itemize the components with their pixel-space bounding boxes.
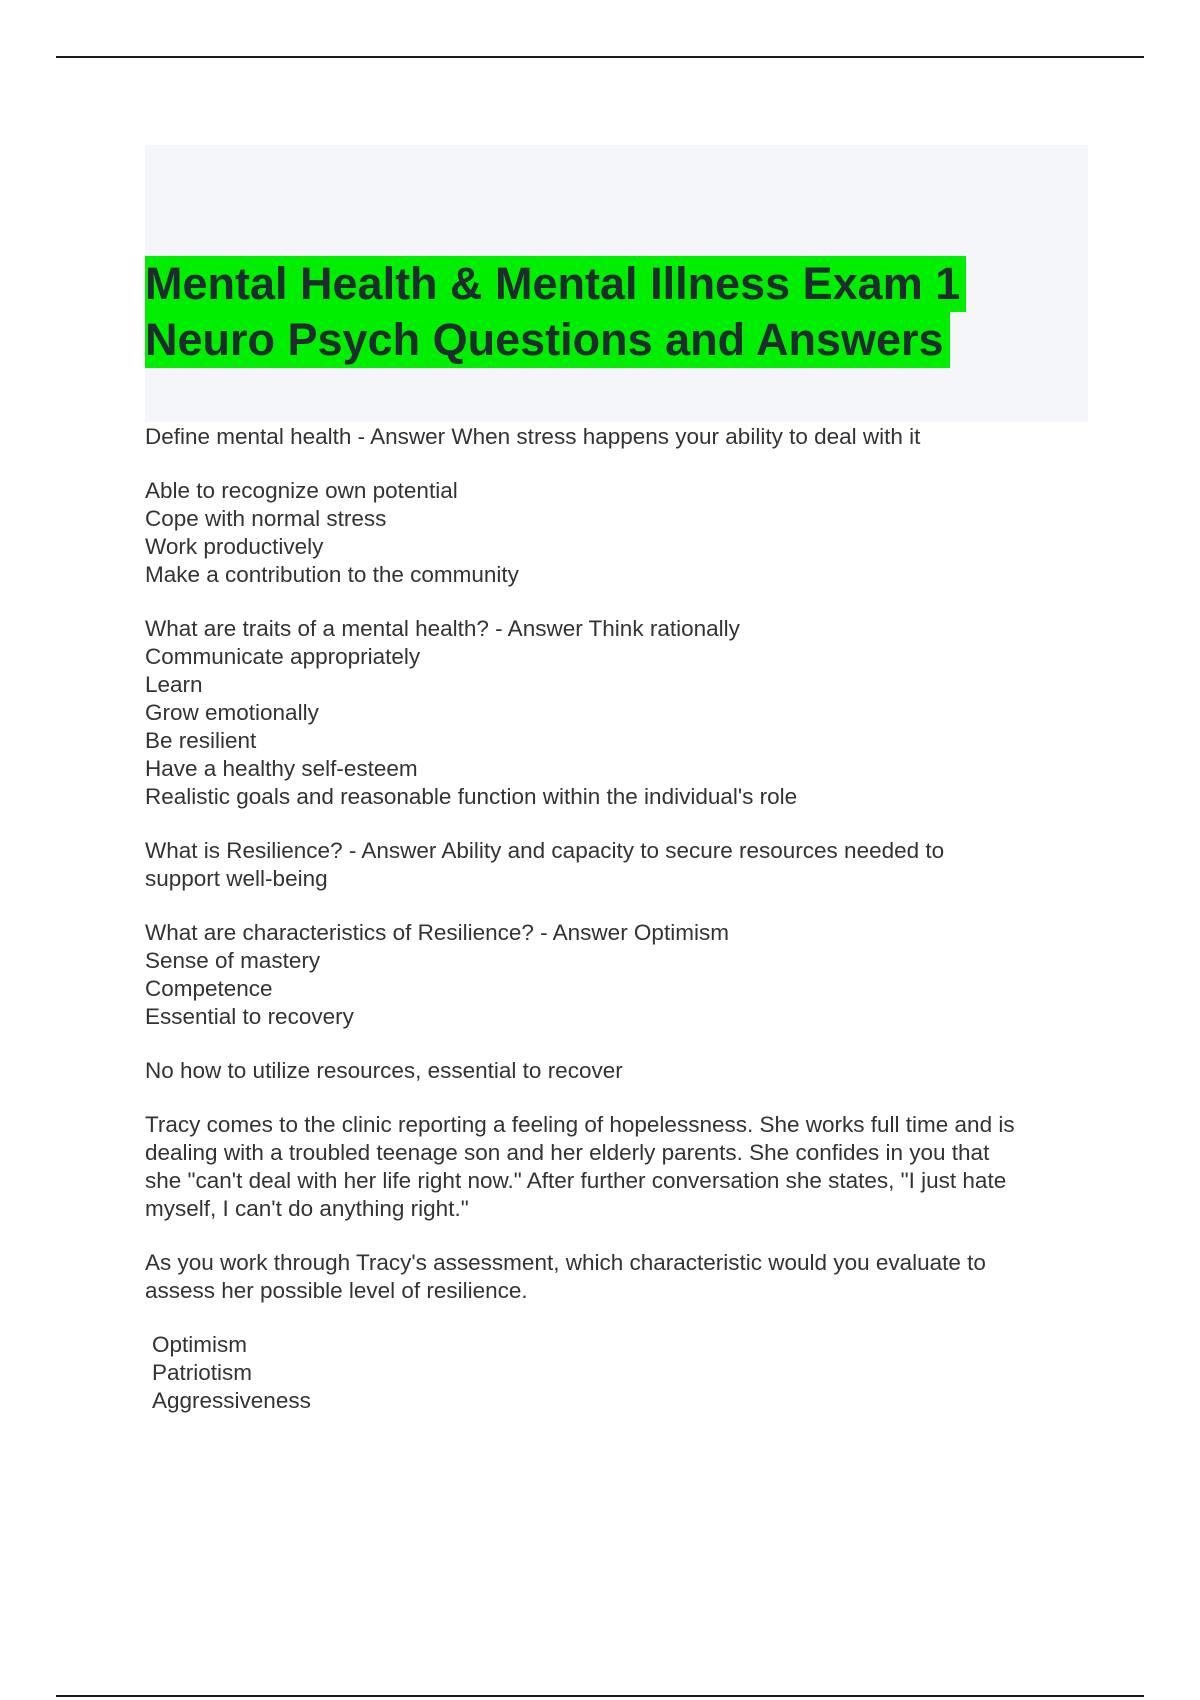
answer-option: Patriotism (152, 1360, 253, 1385)
text-line: Cope with normal stress (145, 506, 387, 531)
title-line-2: Neuro Psych Questions and Answers (145, 312, 950, 368)
case-question (145, 1249, 1095, 1305)
document-title (145, 256, 966, 368)
answer-options (145, 1331, 1095, 1415)
text-line: Communicate appropriately (145, 644, 421, 669)
text-line: What are characteristics of Resilience? - Answer Optimism (145, 920, 729, 945)
text-line: dealing with a troubled teenage son and her elderly parents. She confides in you that (145, 1140, 990, 1165)
text-line: No how to utilize resources, essential to recover (145, 1058, 623, 1083)
resources-note (145, 1057, 1095, 1085)
text-line: myself, I can't do anything right." (145, 1196, 469, 1221)
text-line: What are traits of a mental health? - Answer Think rationally (145, 616, 740, 641)
answer-option: Optimism (152, 1332, 247, 1357)
text-line: Work productively (145, 534, 324, 559)
text-line: As you work through Tracy's assessment, which characteristic would you evaluate to (145, 1250, 986, 1275)
text-line: she "can't deal with her life right now." After further conversation she states, "I just hate (145, 1168, 1007, 1193)
text-line: Be resilient (145, 728, 257, 753)
title-line-1: Mental Health & Mental Illness Exam 1 (145, 256, 966, 312)
text-line: Able to recognize own potential (145, 478, 458, 503)
mental-health-criteria-list (145, 477, 1095, 589)
top-rule (56, 56, 1144, 58)
case-scenario (145, 1111, 1095, 1223)
text-line: Tracy comes to the clinic reporting a feeling of hopelessness. She works full time and is (145, 1112, 1015, 1137)
qa-define-mental-health (145, 423, 1095, 451)
text-line: Competence (145, 976, 273, 1001)
text-line: Sense of mastery (145, 948, 321, 973)
text-line: Make a contribution to the community (145, 562, 519, 587)
text-line: Grow emotionally (145, 700, 319, 725)
text-line: What is Resilience? - Answer Ability and capacity to secure resources needed to (145, 838, 945, 863)
text-line: support well-being (145, 866, 328, 891)
text-line: Have a healthy self-esteem (145, 756, 418, 781)
text-line: Essential to recovery (145, 1004, 354, 1029)
qa-resilience-definition (145, 837, 1095, 893)
text-line: assess her possible level of resilience. (145, 1278, 528, 1303)
document-body (145, 423, 1095, 1415)
text-line: Define mental health - Answer When stress happens your ability to deal with it (145, 424, 921, 449)
text-line: Learn (145, 672, 203, 697)
answer-option: Aggressiveness (152, 1388, 311, 1413)
bottom-rule (56, 1695, 1144, 1697)
qa-resilience-characteristics (145, 919, 1095, 1031)
qa-mental-health-traits (145, 615, 1095, 811)
text-line: Realistic goals and reasonable function within the individual's role (145, 784, 798, 809)
